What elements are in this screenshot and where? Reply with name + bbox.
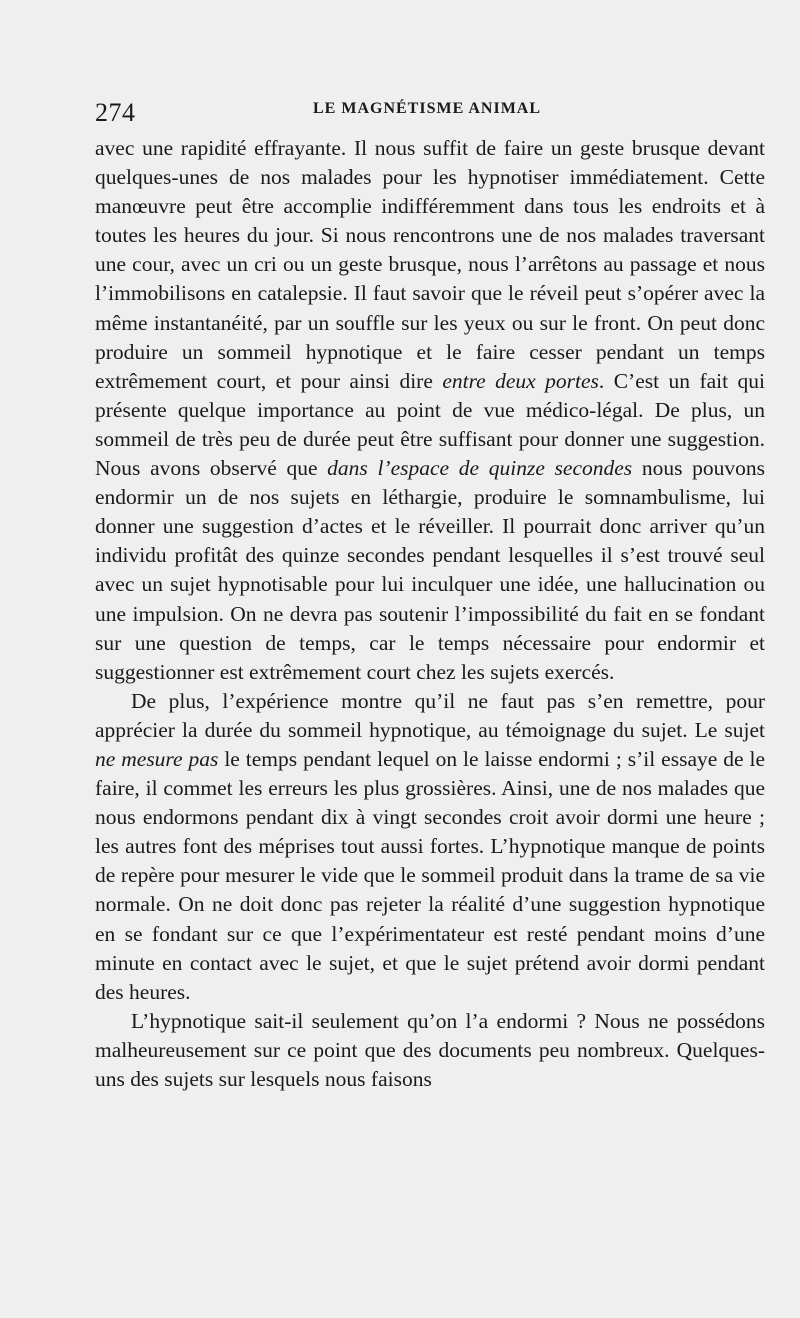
text-segment: avec une rapidité effrayante. Il nous suffit de faire un geste brusque devant quelques-unes de nos malades pour les hypnotiser immédiatement. Cette manœuvre peut être accomplie indifféremment dans tous les endroits et à toutes les heures du jour. Si nous rencontrons une de nos malades traversant une cour, avec un cri ou un geste brusque, nous l’arrêtons au passage et nous l’immobilisons en catalepsie. Il faut savoir que le réveil peut s’opérer avec la même instantanéité, par un souffle sur les yeux ou sur le front. On peut donc produire un sommeil hypnotique et le faire cesser pendant un temps extrêmement court, et pour ainsi dire <box>95 136 765 393</box>
paragraph-1 <box>95 134 765 687</box>
text-segment: le temps pendant lequel on le laisse endormi ; s’il essaye de le faire, il commet les erreurs les plus grossières. Ainsi, une de nos malades que nous endormons pendant dix à vingt secondes croit avoir dormi une heure ; les autres font des méprises tout aussi fortes. L’hypnotique manque de points de repère pour mesurer le vide que le sommeil produit dans la trame de sa vie normale. On ne doit donc pas rejeter la réalité d’une suggestion hypnotique en se fondant sur ce que l’expérimentateur est resté pendant moins d’une minute en contact avec le sujet, et que le sujet prétend avoir dormi pendant des heures. <box>95 746 766 1004</box>
text-segment: De plus, l’expérience montre qu’il ne faut pas s’en remettre, pour apprécier la durée du sommeil hypnotique, au témoignage du sujet. Le sujet <box>95 688 765 742</box>
page-number: 274 <box>95 98 136 127</box>
running-title: LE MAGNÉTISME ANIMAL <box>313 100 542 117</box>
paragraph-3 <box>95 1007 765 1094</box>
paragraph-2 <box>95 687 765 1007</box>
body-text <box>95 134 765 1094</box>
text-segment: . C’est un fait qui présente quelque importance au point de vue médico-légal. De plus, un sommeil de très peu de durée peut être suffisant pour donner une suggestion. Nous avons observé que <box>95 368 765 481</box>
text-segment: L’hypnotique sait-il seulement qu’on l’a endormi ? Nous ne possédons malheureusement sur ce point que des documents peu nombreux. Quelques-uns des sujets sur lesquels nous faisons <box>95 1008 765 1091</box>
text-segment: nous pouvons endormir un de nos sujets en léthargie, produire le somnambulisme, lui donner une suggestion d’actes et le réveiller. Il pourrait donc arriver qu’un individu profitât des quinze secondes pendant lesquelles il s’est trouvé seul avec un sujet hypnotisable pour lui inculquer une idée, une hallucination ou une impulsion. On ne devra pas soutenir l’impossibilité du fait en se fondant sur une question de temps, car le temps nécessaire pour endormir et suggestionner est extrêmement court chez les sujets exercés. <box>95 456 765 684</box>
italic-segment: ne mesure pas <box>95 746 219 771</box>
italic-segment: entre deux portes <box>442 368 599 393</box>
page-header <box>95 98 765 132</box>
italic-segment: dans l’espace de quinze secondes <box>327 456 633 481</box>
